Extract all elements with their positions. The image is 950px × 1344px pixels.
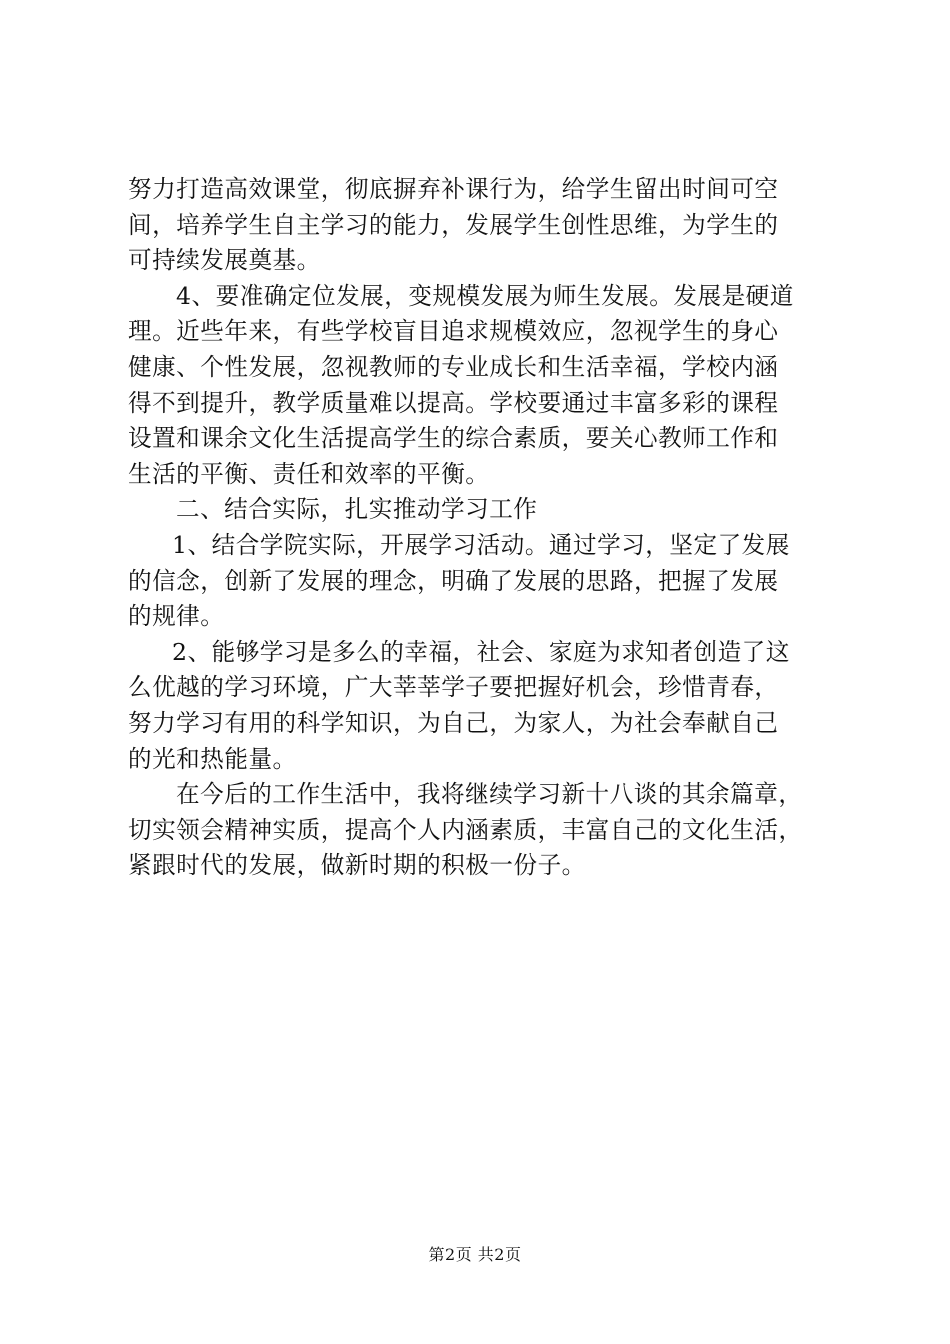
text-line: 设置和课余文化生活提高学生的综合素质，要关心教师工作和 [128, 424, 779, 453]
text-line: 努力打造高效课堂，彻底摒弃补课行为，给学生留出时间可空 [128, 175, 779, 203]
text-line: 4、要准确定位发展，变规模发展为师生发展。发展是硬道 [176, 281, 794, 310]
text-line: 间，培养学生自主学习的能力，发展学生创性思维，为学生的 [128, 210, 779, 239]
text-line: 紧跟时代的发展，做新时期的积极一份子。 [128, 851, 586, 880]
page-number-footer: 第2页 共2页 [428, 1245, 522, 1264]
text-line: 的信念，创新了发展的理念，明确了发展的思路，把握了发展 [128, 566, 779, 595]
text-line: 健康、个性发展，忽视教师的专业成长和生活幸福，学校内涵 [128, 352, 779, 381]
text-line: 可持续发展奠基。 [128, 246, 321, 275]
text-line: 切实领会精神实质，提高个人内涵素质，丰富自己的文化生活， [128, 815, 803, 844]
text-line: 的光和热能量。 [128, 744, 297, 773]
text-line: 的规律。 [128, 602, 225, 631]
text-line: 得不到提升，教学质量难以提高。学校要通过丰富多彩的课程 [128, 388, 779, 417]
text-line: 在今后的工作生活中，我将继续学习新十八谈的其余篇章， [176, 780, 803, 809]
body-text [128, 172, 838, 884]
text-line: 2、能够学习是多么的幸福，社会、家庭为求知者创造了这 [172, 637, 790, 666]
section-heading: 二、结合实际，扎实推动学习工作 [176, 495, 538, 524]
text-line: 努力学习有用的科学知识，为自己，为家人，为社会奉献自己 [128, 708, 779, 737]
text-line: 生活的平衡、责任和效率的平衡。 [128, 459, 490, 488]
text-line: 理。近些年来，有些学校盲目追求规模效应，忽视学生的身心 [128, 317, 779, 346]
text-line: 1、结合学院实际，开展学习活动。通过学习，坚定了发展 [172, 530, 790, 559]
text-line: 么优越的学习环境，广大莘莘学子要把握好机会，珍惜青春， [128, 673, 779, 702]
